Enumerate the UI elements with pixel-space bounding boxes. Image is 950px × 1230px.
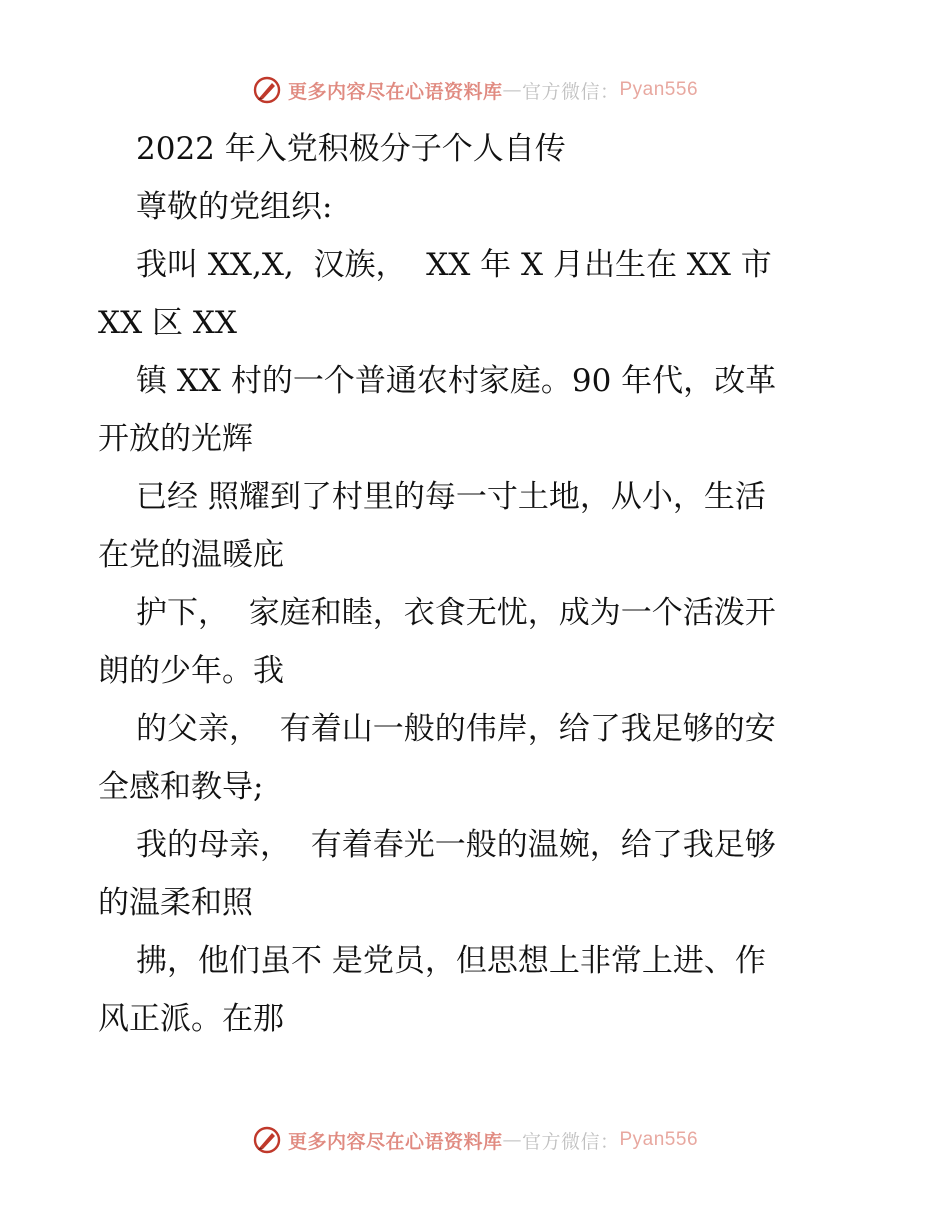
watermark-id: Pyan556	[619, 79, 699, 100]
footer-watermark	[0, 1120, 950, 1160]
header-watermark	[0, 70, 950, 110]
text-line: 我叫 XX,X, 汉族， XX 年 X 月出生在 XX 市	[136, 247, 772, 283]
salutation: 尊敬的党组织:	[136, 189, 333, 225]
watermark-id: Pyan556	[619, 1129, 699, 1150]
text-line: XX 区 XX	[98, 305, 237, 341]
watermark-wechat: 官方微信：	[521, 1130, 620, 1153]
document-title: 2022 年入党积极分子个人自传	[136, 131, 566, 167]
text-line: 护下， 家庭和睦，衣食无忧，成为一个活泼开	[136, 595, 776, 631]
text-line: 风正派。在那	[98, 1001, 284, 1037]
text-line: 已经 照耀到了村里的每一寸土地，从小，生活	[136, 479, 766, 515]
watermark-main: 更多内容尽在心语资料库	[287, 1130, 503, 1153]
text-line: 在党的温暖庇	[98, 537, 284, 573]
pen-logo-icon	[252, 75, 282, 105]
text-line: 全感和教导;	[98, 769, 264, 805]
text-line: 开放的光辉	[98, 421, 253, 457]
pen-logo-icon	[252, 1125, 282, 1155]
watermark-main: 更多内容尽在心语资料库	[287, 80, 503, 103]
text-line: 的温柔和照	[98, 885, 253, 921]
watermark-dash: —	[502, 79, 522, 101]
text-line: 朗的少年。我	[98, 653, 284, 689]
watermark-dash: —	[502, 1129, 522, 1151]
watermark-wechat: 官方微信：	[521, 80, 620, 103]
text-line: 镇 XX 村的一个普通农村家庭。90 年代，改革	[136, 363, 777, 399]
text-line: 的父亲， 有着山一般的伟岸，给了我足够的安	[136, 711, 776, 747]
text-line: 拂，他们虽不 是党员，但思想上非常上进、作	[136, 943, 766, 979]
text-line: 我的母亲， 有着春光一般的温婉，给了我足够	[136, 827, 776, 863]
document-body	[98, 120, 833, 1048]
